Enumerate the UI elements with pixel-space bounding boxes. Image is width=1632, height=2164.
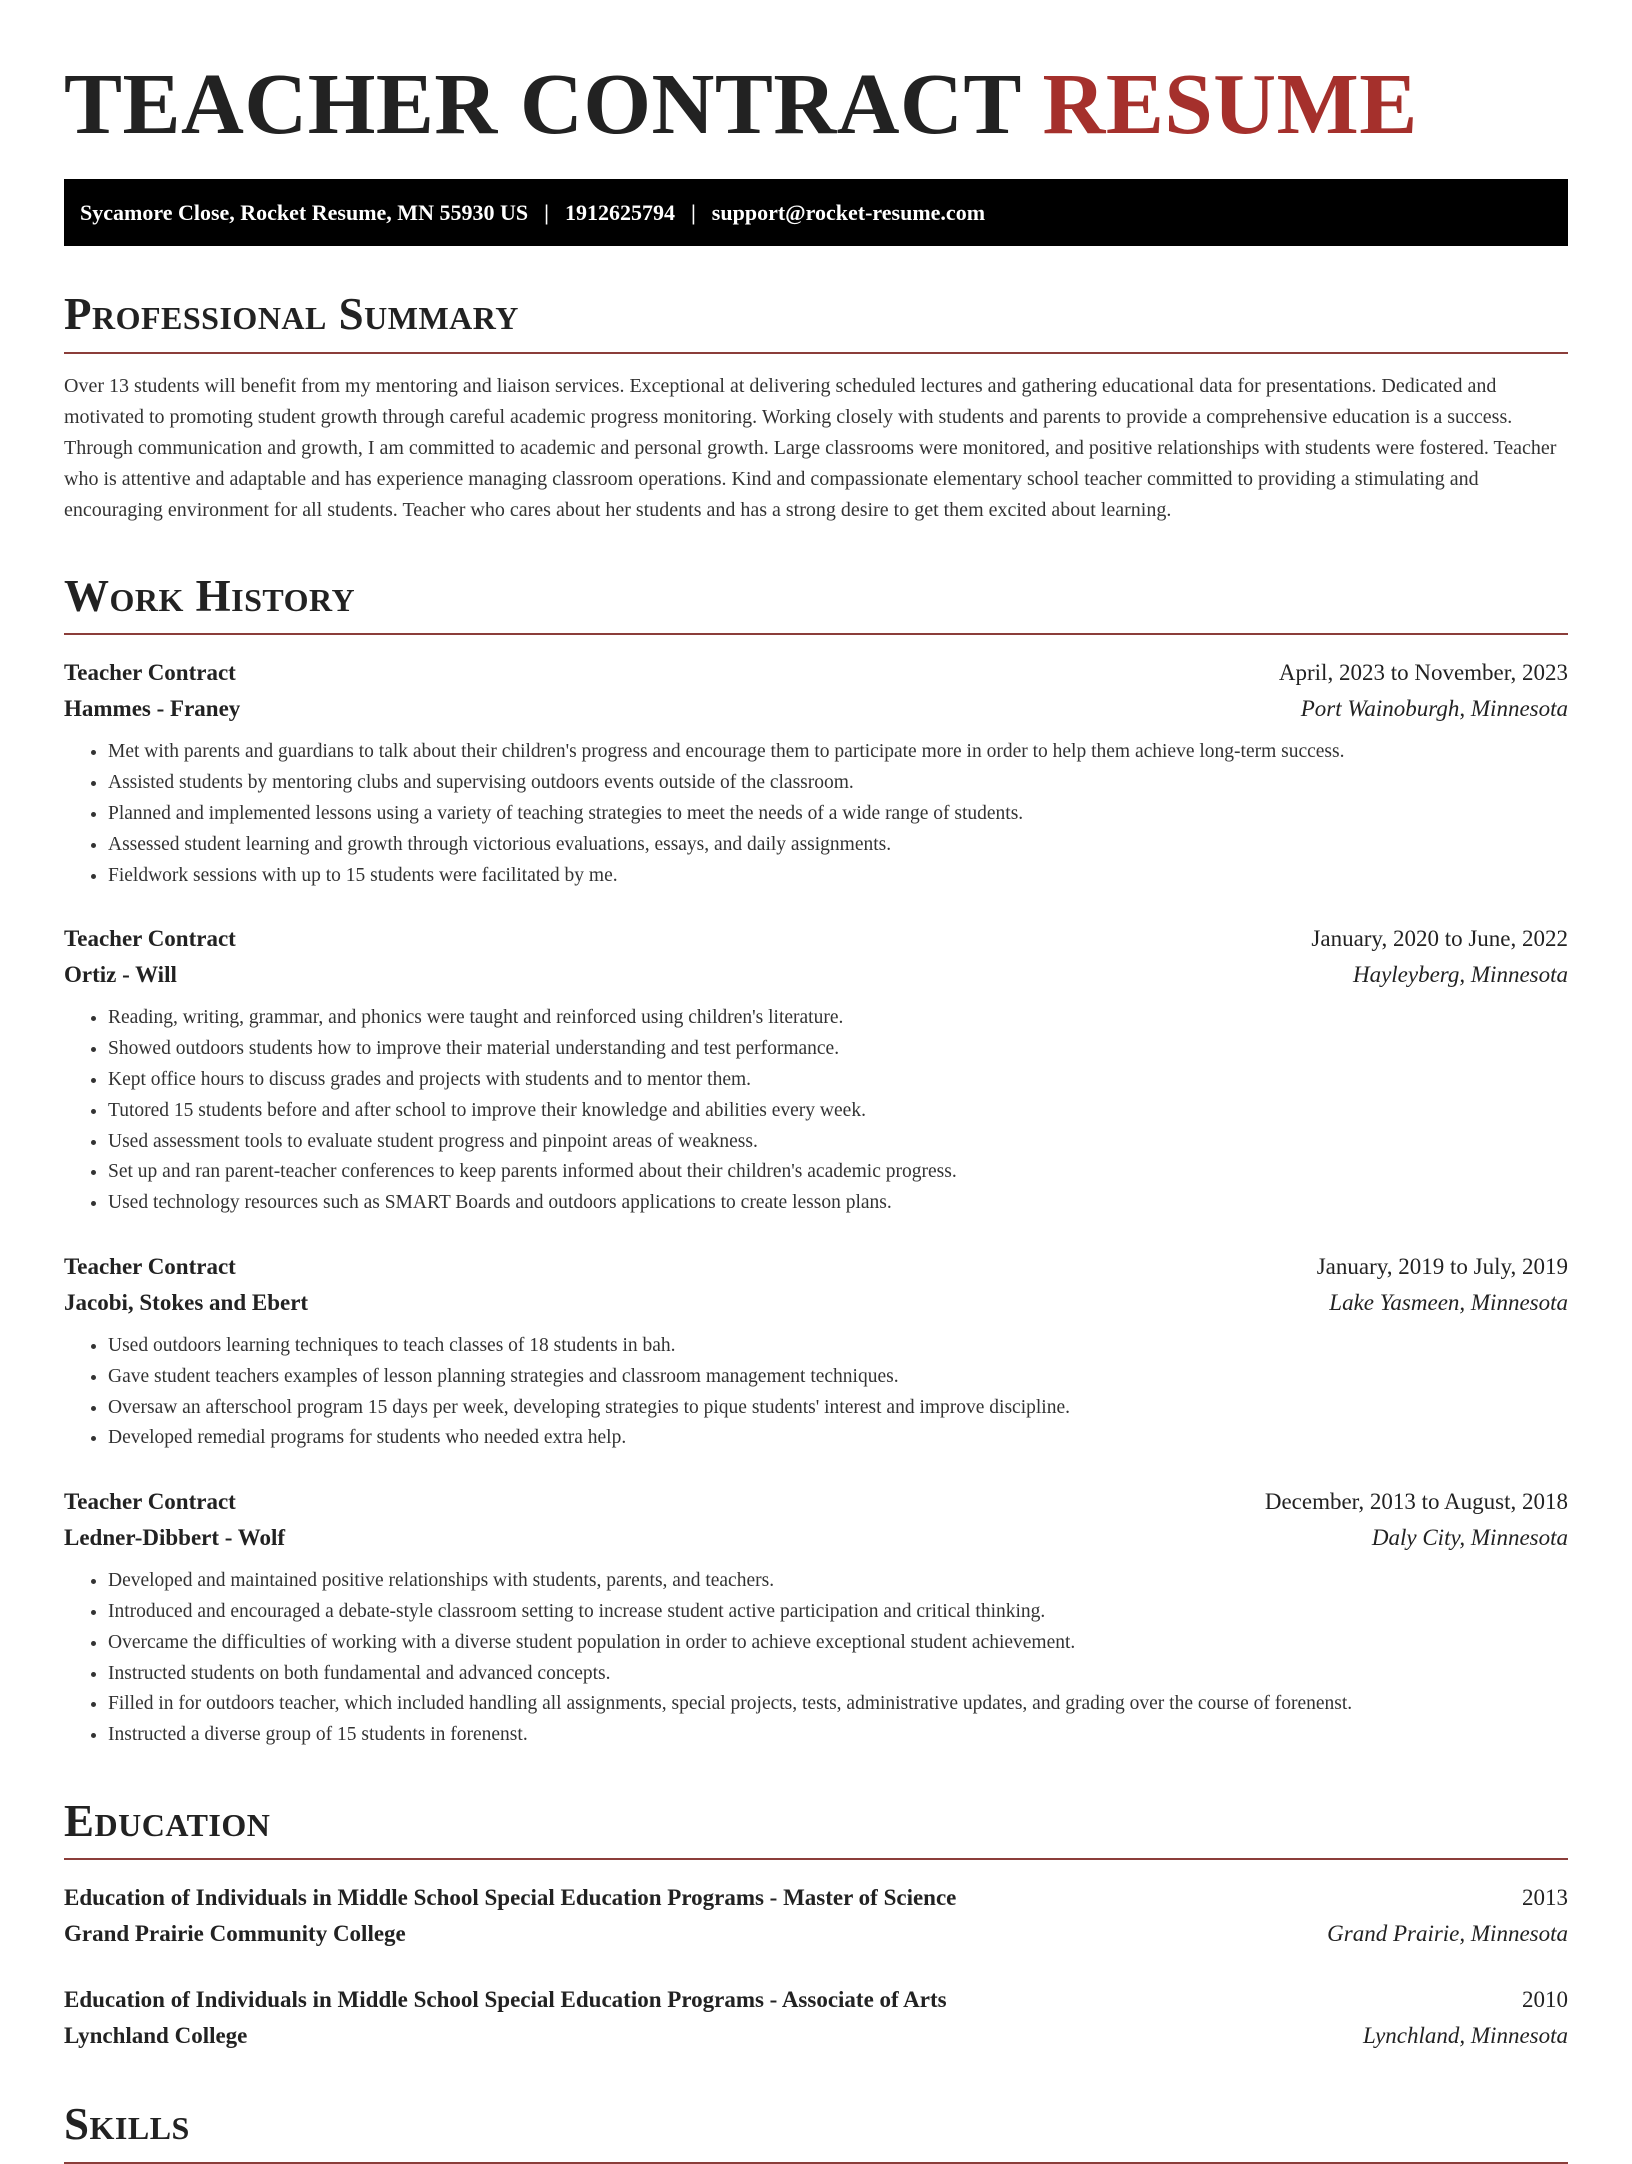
- job-duty-item: • Used assessment tools to evaluate student progress and pinpoint areas of weakness.: [108, 1127, 1568, 1158]
- job-duty-item: • Instructed a diverse group of 15 students in forenenst.: [108, 1720, 1568, 1751]
- job-entry: [64, 1484, 1568, 1751]
- job-company-row: [64, 1520, 1568, 1556]
- education-location: Grand Prairie, Minnesota: [1327, 1921, 1568, 1947]
- job-duty-item: • Met with parents and guardians to talk about their children's progress and encourage them to participate more in order to help them achieve long-term success.: [108, 737, 1568, 768]
- job-duty-item: • Set up and ran parent-teacher conferences to keep parents informed about their children's academic progress.: [108, 1157, 1568, 1188]
- job-entry: [64, 655, 1568, 891]
- job-company: Hammes - Franey: [64, 696, 241, 722]
- job-header-row: [64, 655, 1568, 691]
- job-location: Port Wainoburgh, Minnesota: [1300, 696, 1568, 722]
- education-header-row: [64, 1880, 1568, 1916]
- education-entry: [64, 1880, 1568, 1952]
- summary-text: Over 13 students will benefit from my mentoring and liaison services. Exceptional at delivering scheduled lectures and gathering educational data for presentations. Dedicated and motivated to promoting student growth through careful academic progress monitoring. Working closely with students and parents to provide a comprehensive education is a success. Through communication and growth, I am committed to academic and personal growth. Large classrooms were monitored, and positive relationships with students were fostered. Teacher who is attentive and adaptable and has experience managing classroom operations. Kind and compassionate elementary school teacher committed to providing a stimulating and encouraging environment for all students. Teacher who cares about her students and has a strong desire to get them excited about learning.: [64, 374, 1557, 521]
- job-company: Jacobi, Stokes and Ebert: [64, 1289, 309, 1315]
- job-duty-item: • Used technology resources such as SMART Boards and outdoors applications to create lesson plans.: [108, 1188, 1568, 1219]
- job-header-row: [64, 1249, 1568, 1285]
- job-duty-item: • Planned and implemented lessons using a variety of teaching strategies to meet the needs of a wide range of students.: [108, 799, 1568, 830]
- title-accent: RESUME: [1042, 55, 1418, 152]
- job-entry: [64, 921, 1568, 1219]
- job-duty-item: • Instructed students on both fundamental and advanced concepts.: [108, 1659, 1568, 1690]
- education-degree: Education of Individuals in Middle School Special Education Programs - Master of Science: [64, 1885, 957, 1911]
- job-entry: [64, 1249, 1568, 1454]
- job-title: Teacher Contract: [64, 1253, 236, 1279]
- job-company-row: [64, 1285, 1568, 1321]
- job-duty-item: • Filled in for outdoors teacher, which included handling all assignments, special projects, tests, administrative updates, and grading over the course of forenenst.: [108, 1689, 1568, 1720]
- education-entry: [64, 1982, 1568, 2054]
- education-header-row: [64, 1982, 1568, 2018]
- skills-heading: Skills: [64, 2100, 1568, 2164]
- job-dates: January, 2020 to June, 2022: [1311, 926, 1568, 952]
- job-duty-item: • Showed outdoors students how to improve their material understanding and test performance.: [108, 1034, 1568, 1065]
- title-main: TEACHER CONTRACT: [64, 55, 1021, 152]
- job-duty-item: • Assisted students by mentoring clubs and supervising outdoors events outside of the classroom.: [108, 768, 1568, 799]
- job-duty-item: • Developed remedial programs for students who needed extra help.: [108, 1423, 1568, 1454]
- job-location: Hayleyberg, Minnesota: [1352, 962, 1568, 988]
- summary-heading: Professional Summary: [64, 290, 1568, 354]
- job-duty-item: • Kept office hours to discuss grades and projects with students and to mentor them.: [108, 1065, 1568, 1096]
- job-duty-item: • Fieldwork sessions with up to 15 students were facilitated by me.: [108, 861, 1568, 892]
- education-school-row: [64, 2018, 1568, 2054]
- education-degree: Education of Individuals in Middle School Special Education Programs - Associate of Arts: [64, 1987, 947, 2013]
- job-company: Ledner-Dibbert - Wolf: [64, 1525, 286, 1551]
- job-duty-item: • Reading, writing, grammar, and phonics were taught and reinforced using children's literature.: [108, 1003, 1568, 1034]
- resume-title: [64, 52, 1568, 156]
- job-duties-list: [64, 1331, 1568, 1454]
- job-title: Teacher Contract: [64, 926, 236, 952]
- job-dates: April, 2023 to November, 2023: [1278, 660, 1568, 686]
- job-dates: January, 2019 to July, 2019: [1316, 1253, 1568, 1279]
- job-duties-list: [64, 737, 1568, 891]
- contact-phone: 1912625794: [564, 199, 675, 225]
- contact-email: support@rocket-resume.com: [711, 199, 986, 225]
- job-header-row: [64, 1484, 1568, 1520]
- education-year: 2010: [1522, 1987, 1568, 2013]
- job-title: Teacher Contract: [64, 660, 236, 686]
- job-location: Daly City, Minnesota: [1371, 1525, 1568, 1551]
- education-year: 2013: [1522, 1885, 1568, 1911]
- education-list: [64, 1880, 1568, 2054]
- education-school: Lynchland College: [64, 2023, 248, 2049]
- job-duty-item: • Tutored 15 students before and after school to improve their knowledge and abilities every week.: [108, 1096, 1568, 1127]
- job-location: Lake Yasmeen, Minnesota: [1329, 1289, 1568, 1315]
- job-duty-item: • Assessed student learning and growth through victorious evaluations, essays, and daily assignments.: [108, 830, 1568, 861]
- job-duty-item: • Overcame the difficulties of working with a diverse student population in order to achieve exceptional student achievement.: [108, 1628, 1568, 1659]
- job-header-row: [64, 921, 1568, 957]
- job-duty-item: • Gave student teachers examples of lesson planning strategies and classroom management techniques.: [108, 1362, 1568, 1393]
- job-duty-item: • Oversaw an afterschool program 15 days per week, developing strategies to pique students' interest and improve discipline.: [108, 1393, 1568, 1424]
- job-company-row: [64, 957, 1568, 993]
- education-heading: Education: [64, 1797, 1568, 1861]
- contact-address: Sycamore Close, Rocket Resume, MN 55930 US: [80, 199, 529, 225]
- job-company-row: [64, 691, 1568, 727]
- job-dates: December, 2013 to August, 2018: [1264, 1489, 1568, 1515]
- education-school: Grand Prairie Community College: [64, 1921, 406, 1947]
- work-history-heading: Work History: [64, 572, 1568, 636]
- job-duty-item: • Developed and maintained positive relationships with students, parents, and teachers.: [108, 1566, 1568, 1597]
- education-school-row: [64, 1916, 1568, 1952]
- job-duty-item: • Introduced and encouraged a debate-style classroom setting to increase student active participation and critical thinking.: [108, 1597, 1568, 1628]
- work-history-list: [64, 655, 1568, 1751]
- job-duties-list: [64, 1566, 1568, 1751]
- contact-separator: |: [544, 199, 549, 225]
- job-title: Teacher Contract: [64, 1489, 236, 1515]
- education-location: Lynchland, Minnesota: [1362, 2023, 1568, 2049]
- job-company: Ortiz - Will: [64, 962, 177, 988]
- job-duties-list: [64, 1003, 1568, 1219]
- job-duty-item: • Used outdoors learning techniques to teach classes of 18 students in bah.: [108, 1331, 1568, 1362]
- contact-separator: |: [690, 199, 696, 225]
- contact-bar: [64, 179, 1568, 246]
